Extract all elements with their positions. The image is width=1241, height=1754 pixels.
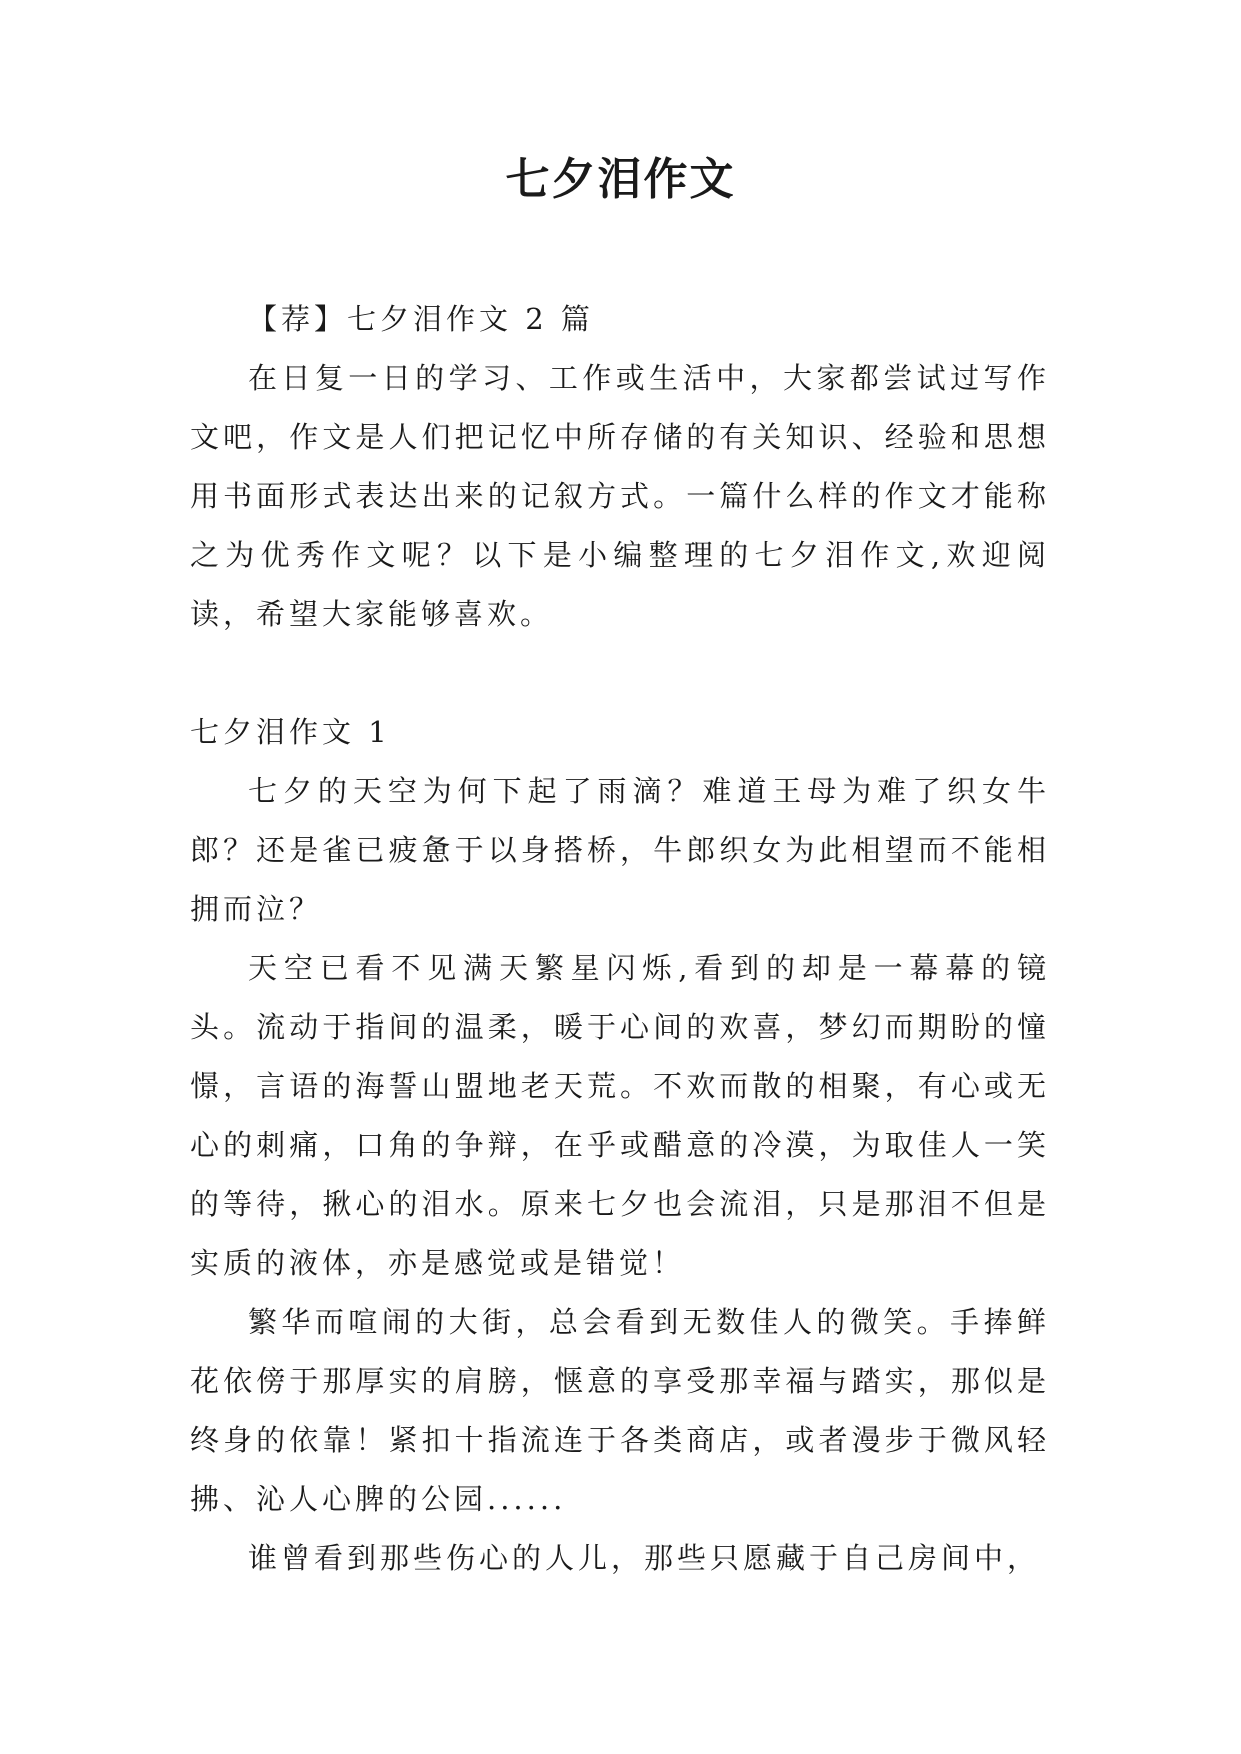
body-paragraph: 七夕的天空为何下起了雨滴？难道王母为难了织女牛郎？还是雀已疲惫于以身搭桥，牛郎织女为此相望而不能相拥而泣？ bbox=[190, 774, 1050, 926]
body-paragraph: 天空已看不见满天繁星闪烁,看到的却是一幕幕的镜头。流动于指间的温柔，暖于心间的欢喜，梦幻而期盼的憧憬，言语的海誓山盟地老天荒。不欢而散的相聚，有心或无心的刺痛，口角的争辩，在乎或醋意的冷漠，为取佳人一笑的等待，揪心的泪水。原来七夕也会流泪，只是那泪不但是实质的液体，亦是感觉或是错觉！ bbox=[190, 951, 1050, 1280]
intro-paragraph: 在日复一日的学习、工作或生活中，大家都尝试过写作文吧，作文是人们把记忆中所存储的有关知识、经验和思想用书面形式表达出来的记叙方式。一篇什么样的作文才能称之为优秀作文呢？以下是小编整理的七夕泪作文,欢迎阅读，希望大家能够喜欢。 bbox=[190, 361, 1050, 631]
document-body bbox=[190, 290, 1050, 1588]
document-title: 七夕泪作文 bbox=[505, 154, 736, 205]
paragraph-gap bbox=[190, 644, 1050, 703]
intro-heading: 【荐】七夕泪作文 2 篇 bbox=[248, 302, 594, 336]
section-heading: 七夕泪作文 1 bbox=[190, 715, 391, 749]
body-paragraph: 谁曾看到那些伤心的人儿，那些只愿藏于自己房间中， bbox=[248, 1541, 1041, 1575]
body-paragraph: 繁华而喧闹的大街，总会看到无数佳人的微笑。手捧鲜花依傍于那厚实的肩膀，惬意的享受那幸福与踏实，那似是终身的依靠！紧扣十指流连于各类商店，或者漫步于微风轻拂、沁人心脾的公园...... bbox=[190, 1305, 1050, 1516]
